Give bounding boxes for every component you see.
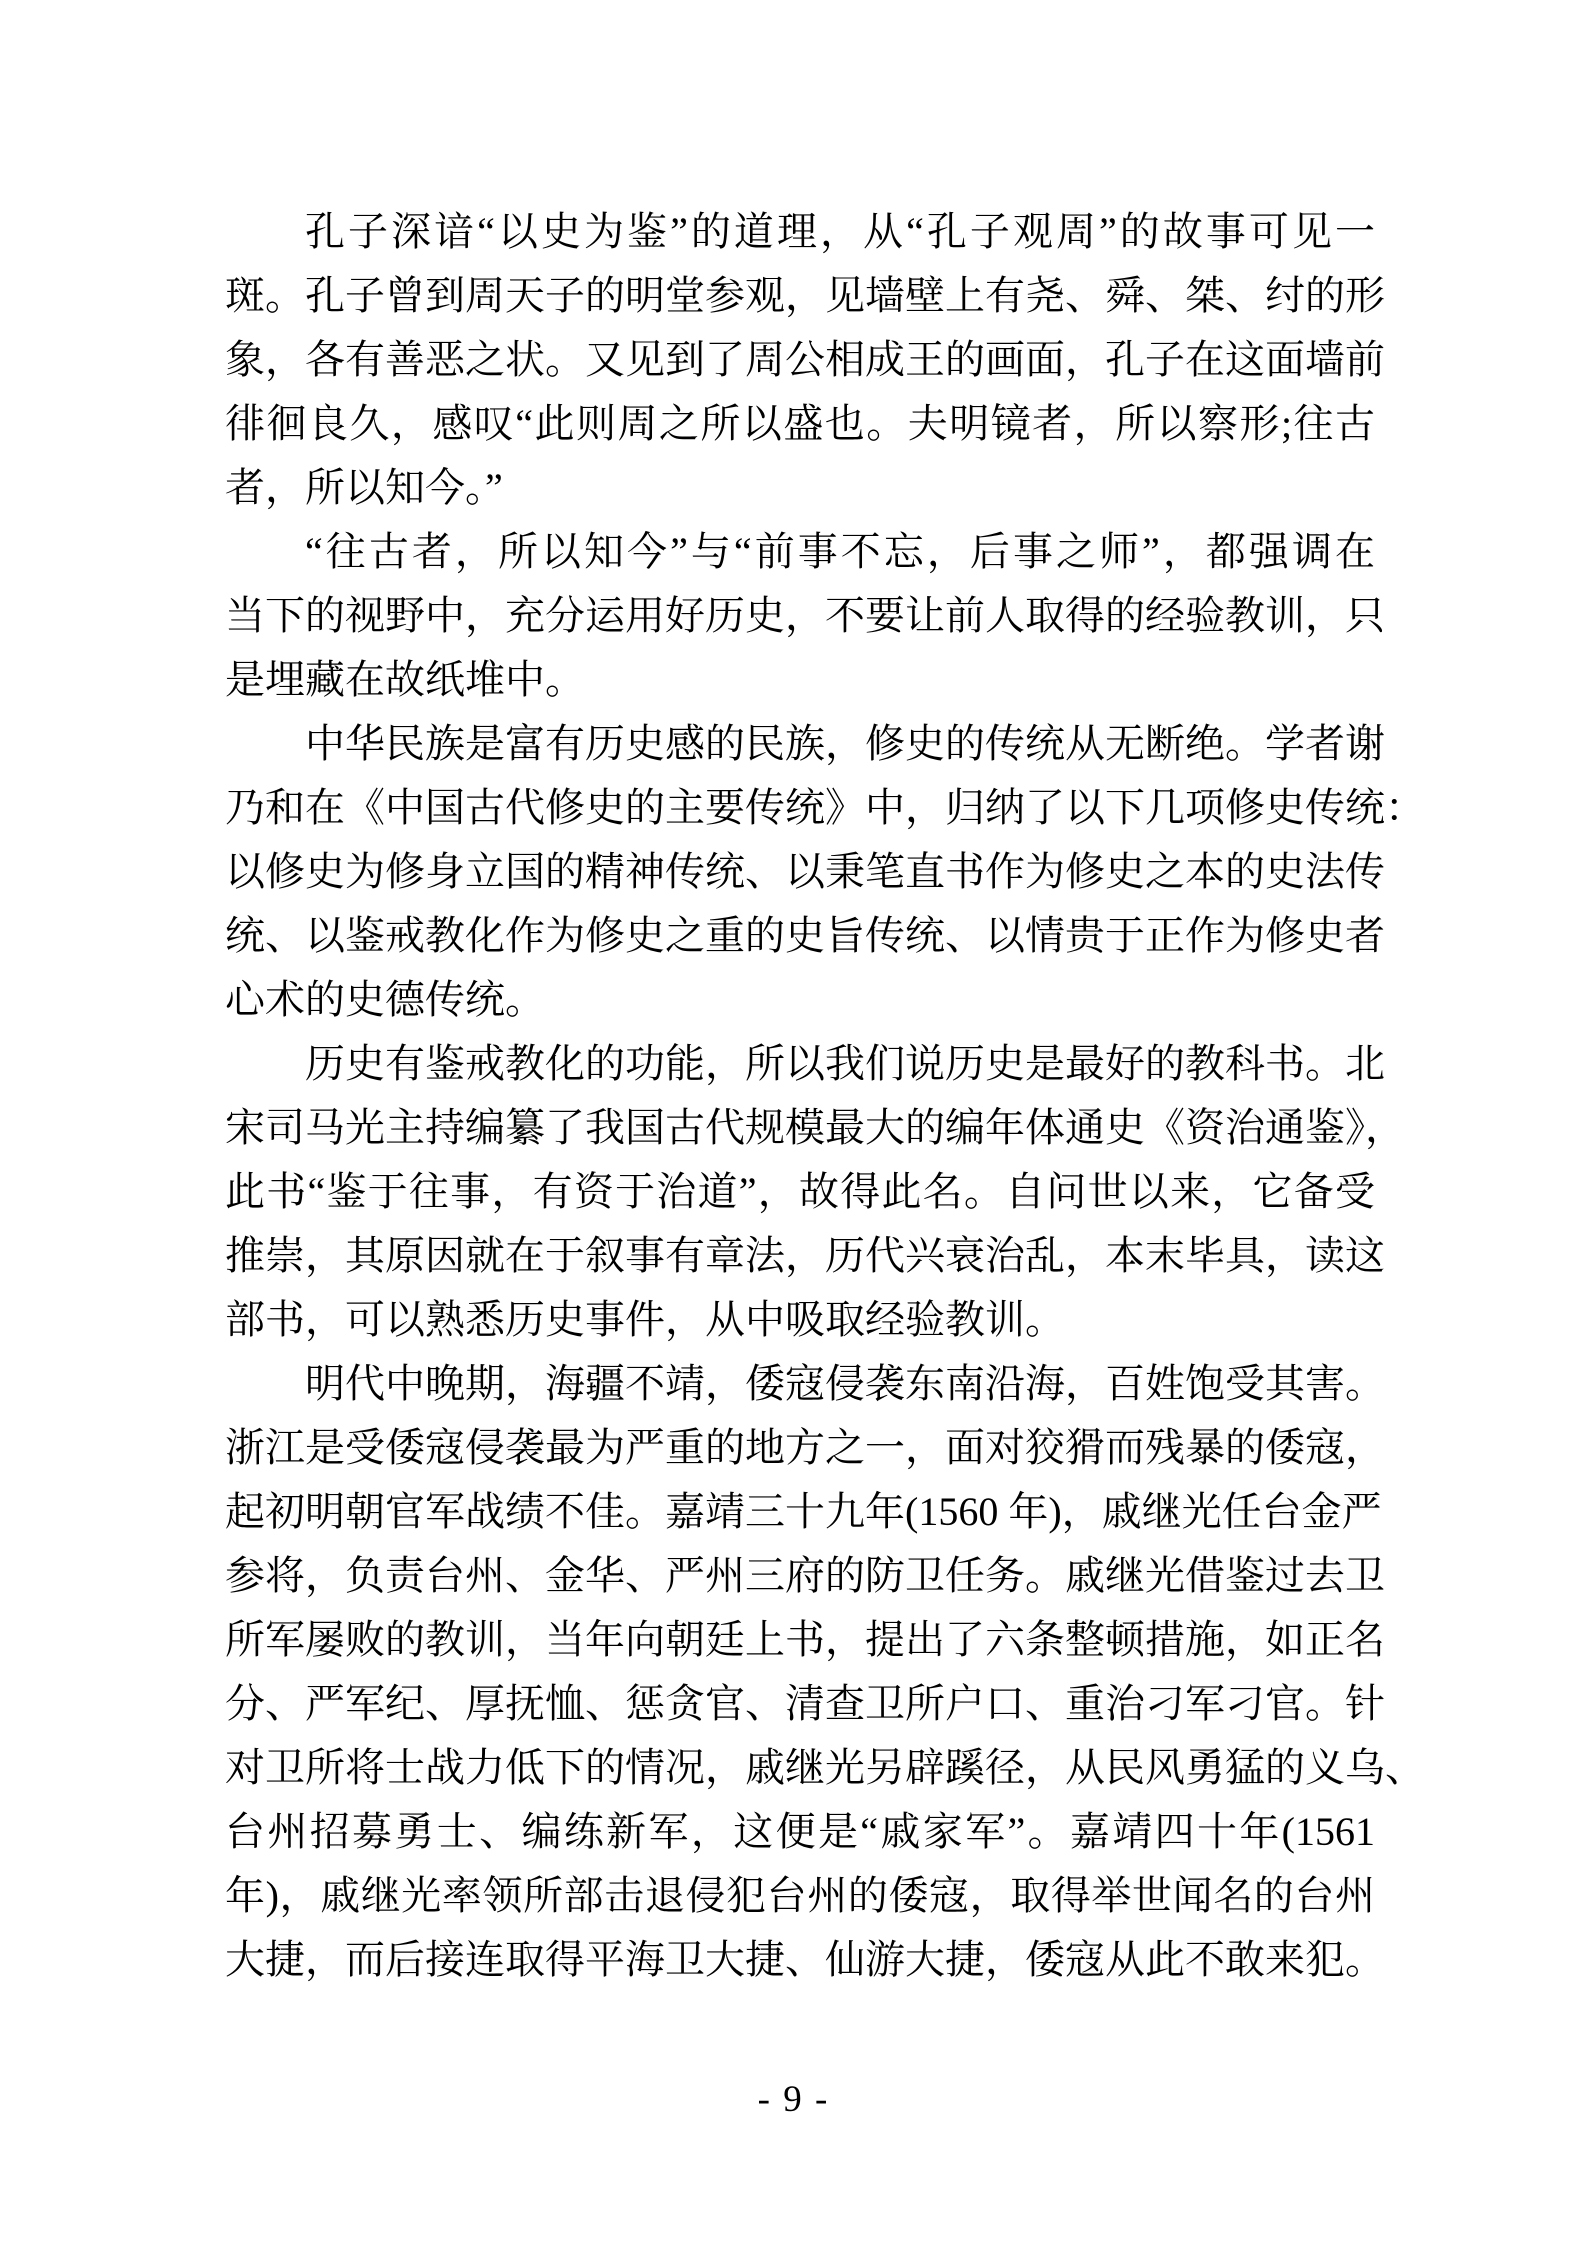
text-line: 当下的视野中，充分运用好历史，不要让前人取得的经验教训，只 (225, 593, 1385, 638)
page-number: - 9 - (757, 2079, 830, 2120)
text-line: 者，所以知今。” (225, 465, 503, 510)
text-line: 年)，戚继光率领所部击退侵犯台州的倭寇，取得举世闻名的台州 (225, 1873, 1375, 1918)
text-line: 历史有鉴戒教化的功能，所以我们说历史是最好的教科书。北 (305, 1041, 1385, 1086)
text-line: 宋司马光主持编纂了我国古代规模最大的编年体通史《资治通鉴》， (225, 1105, 1405, 1150)
text-line: 以修史为修身立国的精神传统、以秉笔直书作为修史之本的史法传 (225, 849, 1385, 894)
text-line: 乃和在《中国古代修史的主要传统》中，归纳了以下几项修史传统： (225, 785, 1425, 830)
text-line: 统、以鉴戒教化作为修史之重的史旨传统、以情贵于正作为修史者 (225, 913, 1385, 958)
text-line: 对卫所将士战力低下的情况，戚继光另辟蹊径，从民风勇猛的义乌、 (225, 1745, 1425, 1790)
text-line: 孔子深谙“以史为鉴”的道理，从“孔子观周”的故事可见一 (305, 209, 1375, 254)
text-line: 分、严军纪、厚抚恤、惩贪官、清查卫所户口、重治刁军刁官。针 (225, 1681, 1385, 1726)
text-line: 台州招募勇士、编练新军，这便是“戚家军”。嘉靖四十年(1561 (225, 1809, 1375, 1854)
text-line: 部书，可以熟悉历史事件，从中吸取经验教训。 (225, 1297, 1065, 1342)
text-line: 是埋藏在故纸堆中。 (225, 657, 585, 702)
text-line: 心术的史德传统。 (225, 977, 545, 1022)
text-line: “往古者，所以知今”与“前事不忘，后事之师”，都强调在 (305, 529, 1375, 574)
text-line: 徘徊良久，感叹“此则周之所以盛也。夫明镜者，所以察形;往古 (225, 401, 1375, 446)
document-body (225, 200, 1425, 1992)
text-line: 所军屡败的教训，当年向朝廷上书，提出了六条整顿措施，如正名 (225, 1617, 1385, 1662)
text-line: 明代中晚期，海疆不靖，倭寇侵袭东南沿海，百姓饱受其害。 (305, 1361, 1385, 1406)
text-line: 中华民族是富有历史感的民族，修史的传统从无断绝。学者谢 (305, 721, 1385, 766)
text-line: 推崇，其原因就在于叙事有章法，历代兴衰治乱，本末毕具，读这 (225, 1233, 1385, 1278)
text-line: 象，各有善恶之状。又见到了周公相成王的画面，孔子在这面墙前 (225, 337, 1385, 382)
text-line: 参将，负责台州、金华、严州三府的防卫任务。戚继光借鉴过去卫 (225, 1553, 1385, 1598)
text-line: 此书“鉴于往事，有资于治道”，故得此名。自问世以来，它备受 (225, 1169, 1375, 1214)
text-line: 起初明朝官军战绩不佳。嘉靖三十九年(1560 年)，戚继光任台金严 (225, 1489, 1382, 1534)
text-line: 大捷，而后接连取得平海卫大捷、仙游大捷，倭寇从此不敢来犯。 (225, 1937, 1385, 1982)
text-line: 斑。孔子曾到周天子的明堂参观，见墙壁上有尧、舜、桀、纣的形 (225, 273, 1385, 318)
text-line: 浙江是受倭寇侵袭最为严重的地方之一，面对狡猾而残暴的倭寇， (225, 1425, 1385, 1470)
